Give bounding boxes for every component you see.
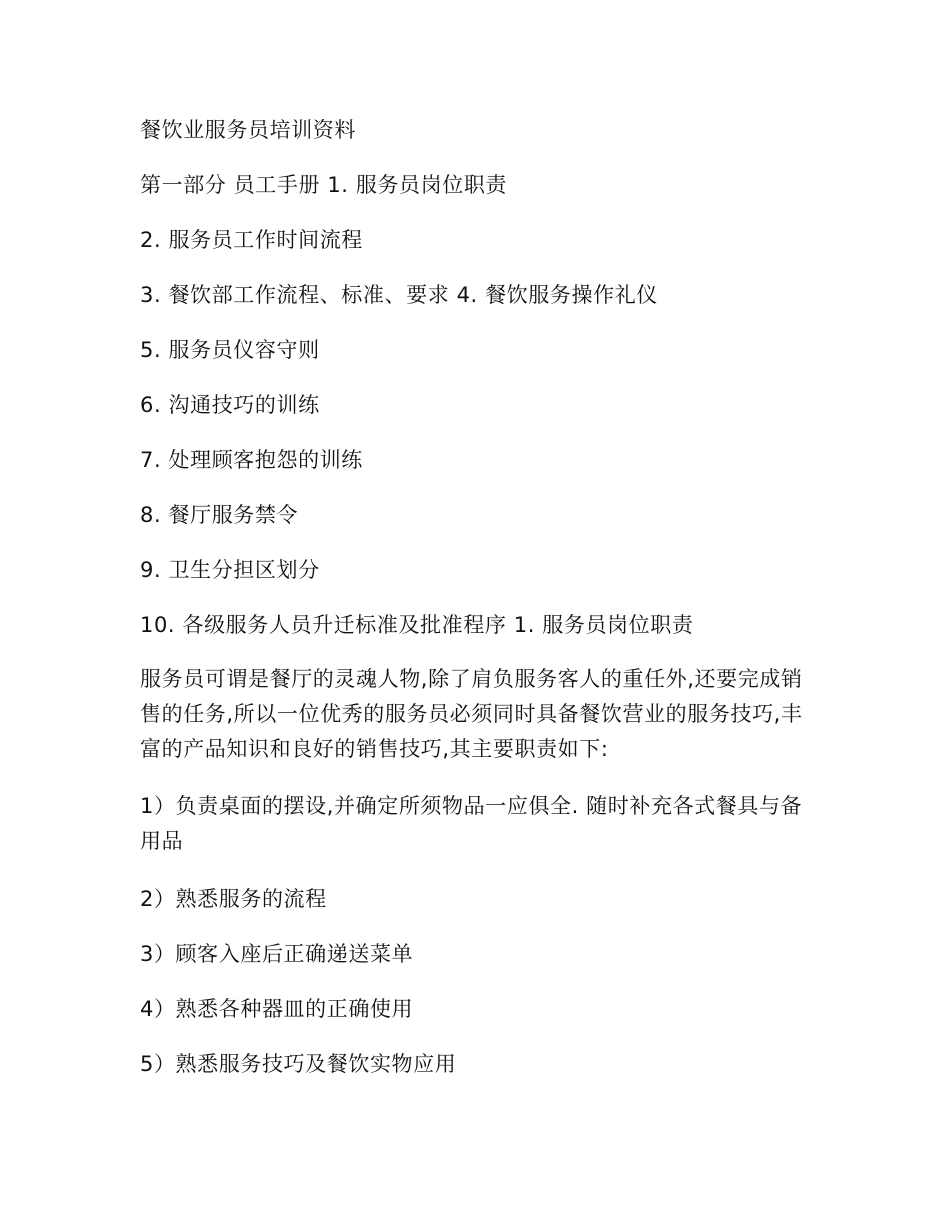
toc-line: 7. 处理顾客抱怨的训练 xyxy=(140,448,363,472)
toc-line: 9. 卫生分担区划分 xyxy=(140,558,320,582)
toc-line: 5. 服务员仪容守则 xyxy=(140,338,320,362)
toc-line: 8. 餐厅服务禁令 xyxy=(140,503,299,527)
toc-line: 10. 各级服务人员升迁标准及批准程序 1. 服务员岗位职责 xyxy=(140,613,694,637)
duty-item: 1）负责桌面的摆设,并确定所须物品一应俱全. 随时补充各式餐具与备用品 xyxy=(140,794,803,853)
toc-line: 2. 服务员工作时间流程 xyxy=(140,228,363,252)
duty-item: 5）熟悉服务技巧及餐饮实物应用 xyxy=(140,1052,457,1076)
toc-line: 第一部分 员工手册 1. 服务员岗位职责 xyxy=(140,173,508,197)
duty-item: 3）顾客入座后正确递送菜单 xyxy=(140,942,414,966)
duty-item: 2）熟悉服务的流程 xyxy=(140,887,327,911)
duty-item: 4）熟悉各种器皿的正确使用 xyxy=(140,997,414,1021)
document-title: 餐饮业服务员培训资料 xyxy=(140,118,356,142)
toc-line: 6. 沟通技巧的训练 xyxy=(140,393,320,417)
intro-paragraph: 服务员可谓是餐厅的灵魂人物,除了肩负服务客人的重任外,还要完成销售的任务,所以一位优秀的服务员必须同时具备餐饮营业的服务技巧,丰富的产品知识和良好的销售技巧,其主要职责如下: xyxy=(140,667,803,761)
toc-line: 3. 餐饮部工作流程、标准、要求 4. 餐饮服务操作礼仪 xyxy=(140,283,658,307)
document-body xyxy=(140,116,820,1105)
